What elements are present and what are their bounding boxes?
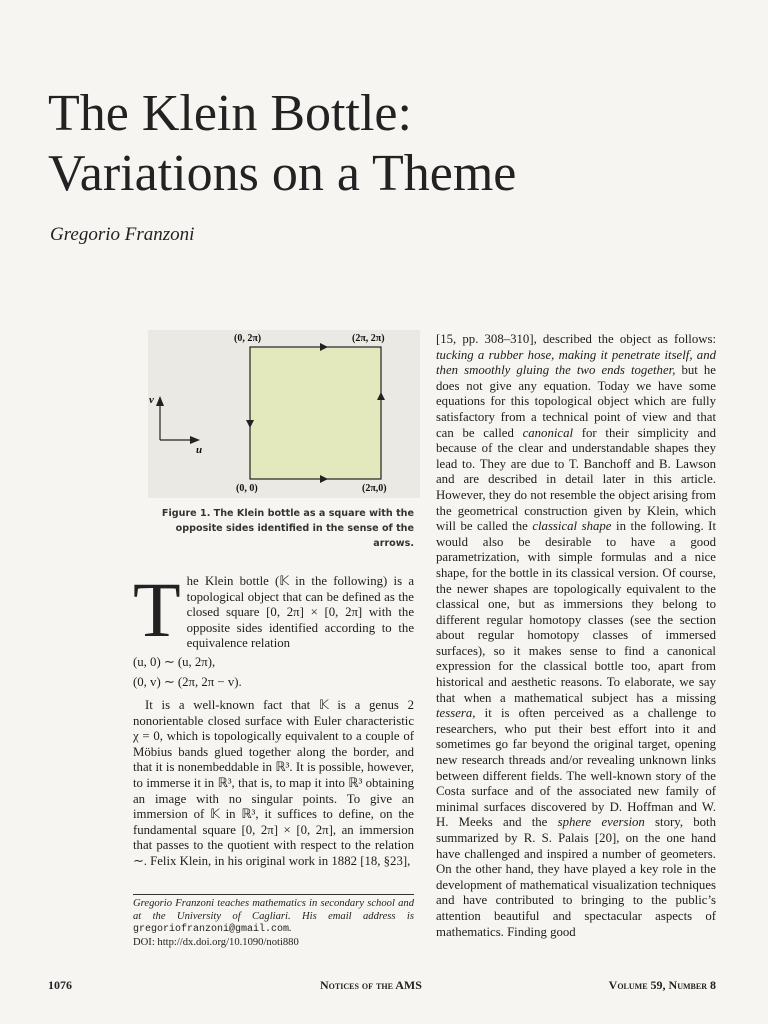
right-text-9: , it is often perceived as a challenge to researchers, who put their best effort into it and sometimes go far beyond the original target, opening new research threads and/or revealing unknown links between different fields. The well-known story of the Costa surface and of the associated new family of minimal surfaces discovered by D. Hoffman and W. H. Meeks and the <box>436 706 716 830</box>
footnote-text: Gregorio Franzoni teaches mathematics in secondary school and at the University of Cagliari. His email address is <box>133 898 414 922</box>
klein-square-diagram <box>148 330 420 498</box>
intro-paragraph: he Klein bottle (𝕂 in the following) is a topological object that can be defined as the closed square [0, 2π] × [0, 2π] with the opposite sides identified according to the equivalence relation <box>186 574 414 651</box>
label-bottom-right: (2π,0) <box>362 483 387 494</box>
right-text-11: story, both summarized by R. S. Palais [20], on the one hand have challenged and inspired a number of geometers. On the other hand, they have played a key role in the development of mathematical visualization techniques and have contributed to bringing to the public’s attention beautiful and spectacular aspects of mathematics. Finding good <box>436 815 716 939</box>
equation-1: (u, 0) ∼ (u, 2π), <box>133 654 216 669</box>
journal-name: Notices of the AMS <box>320 978 422 992</box>
article-title <box>48 84 728 204</box>
doi-link[interactable]: DOI: http://dx.doi.org/10.1090/noti880 <box>133 936 299 948</box>
title-line-1: The Klein Bottle: <box>48 85 412 142</box>
right-text-2: tucking a rubber hose, making it penetrate itself, and then smoothly gluing the two ends together, <box>436 347 716 378</box>
title-line-2: Variations on a Theme <box>48 145 517 202</box>
right-text-6: classical shape <box>532 519 612 534</box>
right-text-7: in the following. It would also be desirable to have a good parametrization, with simple formulas and a nice shape, for the bottle in its classical version. Of course, the newer shapes are topologically equivalent to the classical one, but as immersions they belong to different regular homotopy classes (see the section about regular homotopy classes of immersed surfaces), so it makes sense to find a canonical expression for the classical bottle too, apart from historical and aesthetic reasons. To elaborate, we say that when a mathematical subject has a missing <box>436 519 717 705</box>
right-text-1: [15, pp. 308–310], described the object as follows: <box>436 332 716 346</box>
label-bottom-left: (0, 0) <box>236 483 258 494</box>
page-footer <box>48 978 716 996</box>
left-column <box>133 566 414 870</box>
right-text-4: canonical <box>522 425 574 440</box>
right-text-8: tessera <box>436 706 473 721</box>
axis-label-v: v <box>149 394 154 406</box>
right-column <box>436 332 716 940</box>
v-axis-arrowhead <box>156 396 164 406</box>
page-number: 1076 <box>48 978 72 992</box>
author-email-link[interactable]: gregoriofranzoni@gmail.com <box>133 924 290 935</box>
author-footnote: Gregorio Franzoni teaches mathematics in secondary school and at the University of Cagliari. His email address is gregoriofranzoni@gmail.com. DOI: http://dx.doi.org/10.1090/noti880 <box>133 894 414 949</box>
figure-klein-square <box>148 330 420 498</box>
right-text-3: but he does not give any equation. Today we have some equations for this topological object which are fully satisfactory from a technical point of view and that can be called <box>436 363 716 440</box>
right-text-10: sphere eversion <box>557 815 645 830</box>
drop-cap: T <box>133 566 181 653</box>
figure-caption: Figure 1. The Klein bottle as a square with the opposite sides identified in the sense of the arrows. <box>161 508 414 549</box>
fundamental-square <box>250 347 381 479</box>
right-text-5: for their simplicity and because of the clear and understandable shapes they lead to. They are due to T. Banchoff and B. Lawson and are described in detail later in this article. However, they do not resemble the object arising from the geometrical construction given by Klein, which will be called the <box>436 425 716 534</box>
equation-2: (0, v) ∼ (2π, 2π − v). <box>133 674 242 689</box>
body-paragraph: It is a well-known fact that 𝕂 is a genus 2 nonorientable closed surface with Euler characteristic χ = 0, which is topologically equivalent to a couple of Möbius bands glued together along the border, and that it is nonembeddable in ℝ³. It is possible, however, to immerse it in ℝ³, that is, to map it into ℝ³ obtaining an image with no singular points. To give an immersion of 𝕂 in ℝ³, it suffices to define, on the fundamental square [0, 2π] × [0, 2π], an immersion that passes to the quotient with respect to the relation ∼. Felix Klein, in his original work in 1882 [18, §23], <box>133 697 414 868</box>
label-top-left: (0, 2π) <box>234 333 262 344</box>
label-top-right: (2π, 2π) <box>352 333 385 344</box>
u-axis-arrowhead <box>190 436 200 444</box>
volume-info: Volume 59, Number 8 <box>608 978 716 992</box>
axis-label-u: u <box>196 444 203 456</box>
author-name: Gregorio Franzoni <box>50 224 195 245</box>
